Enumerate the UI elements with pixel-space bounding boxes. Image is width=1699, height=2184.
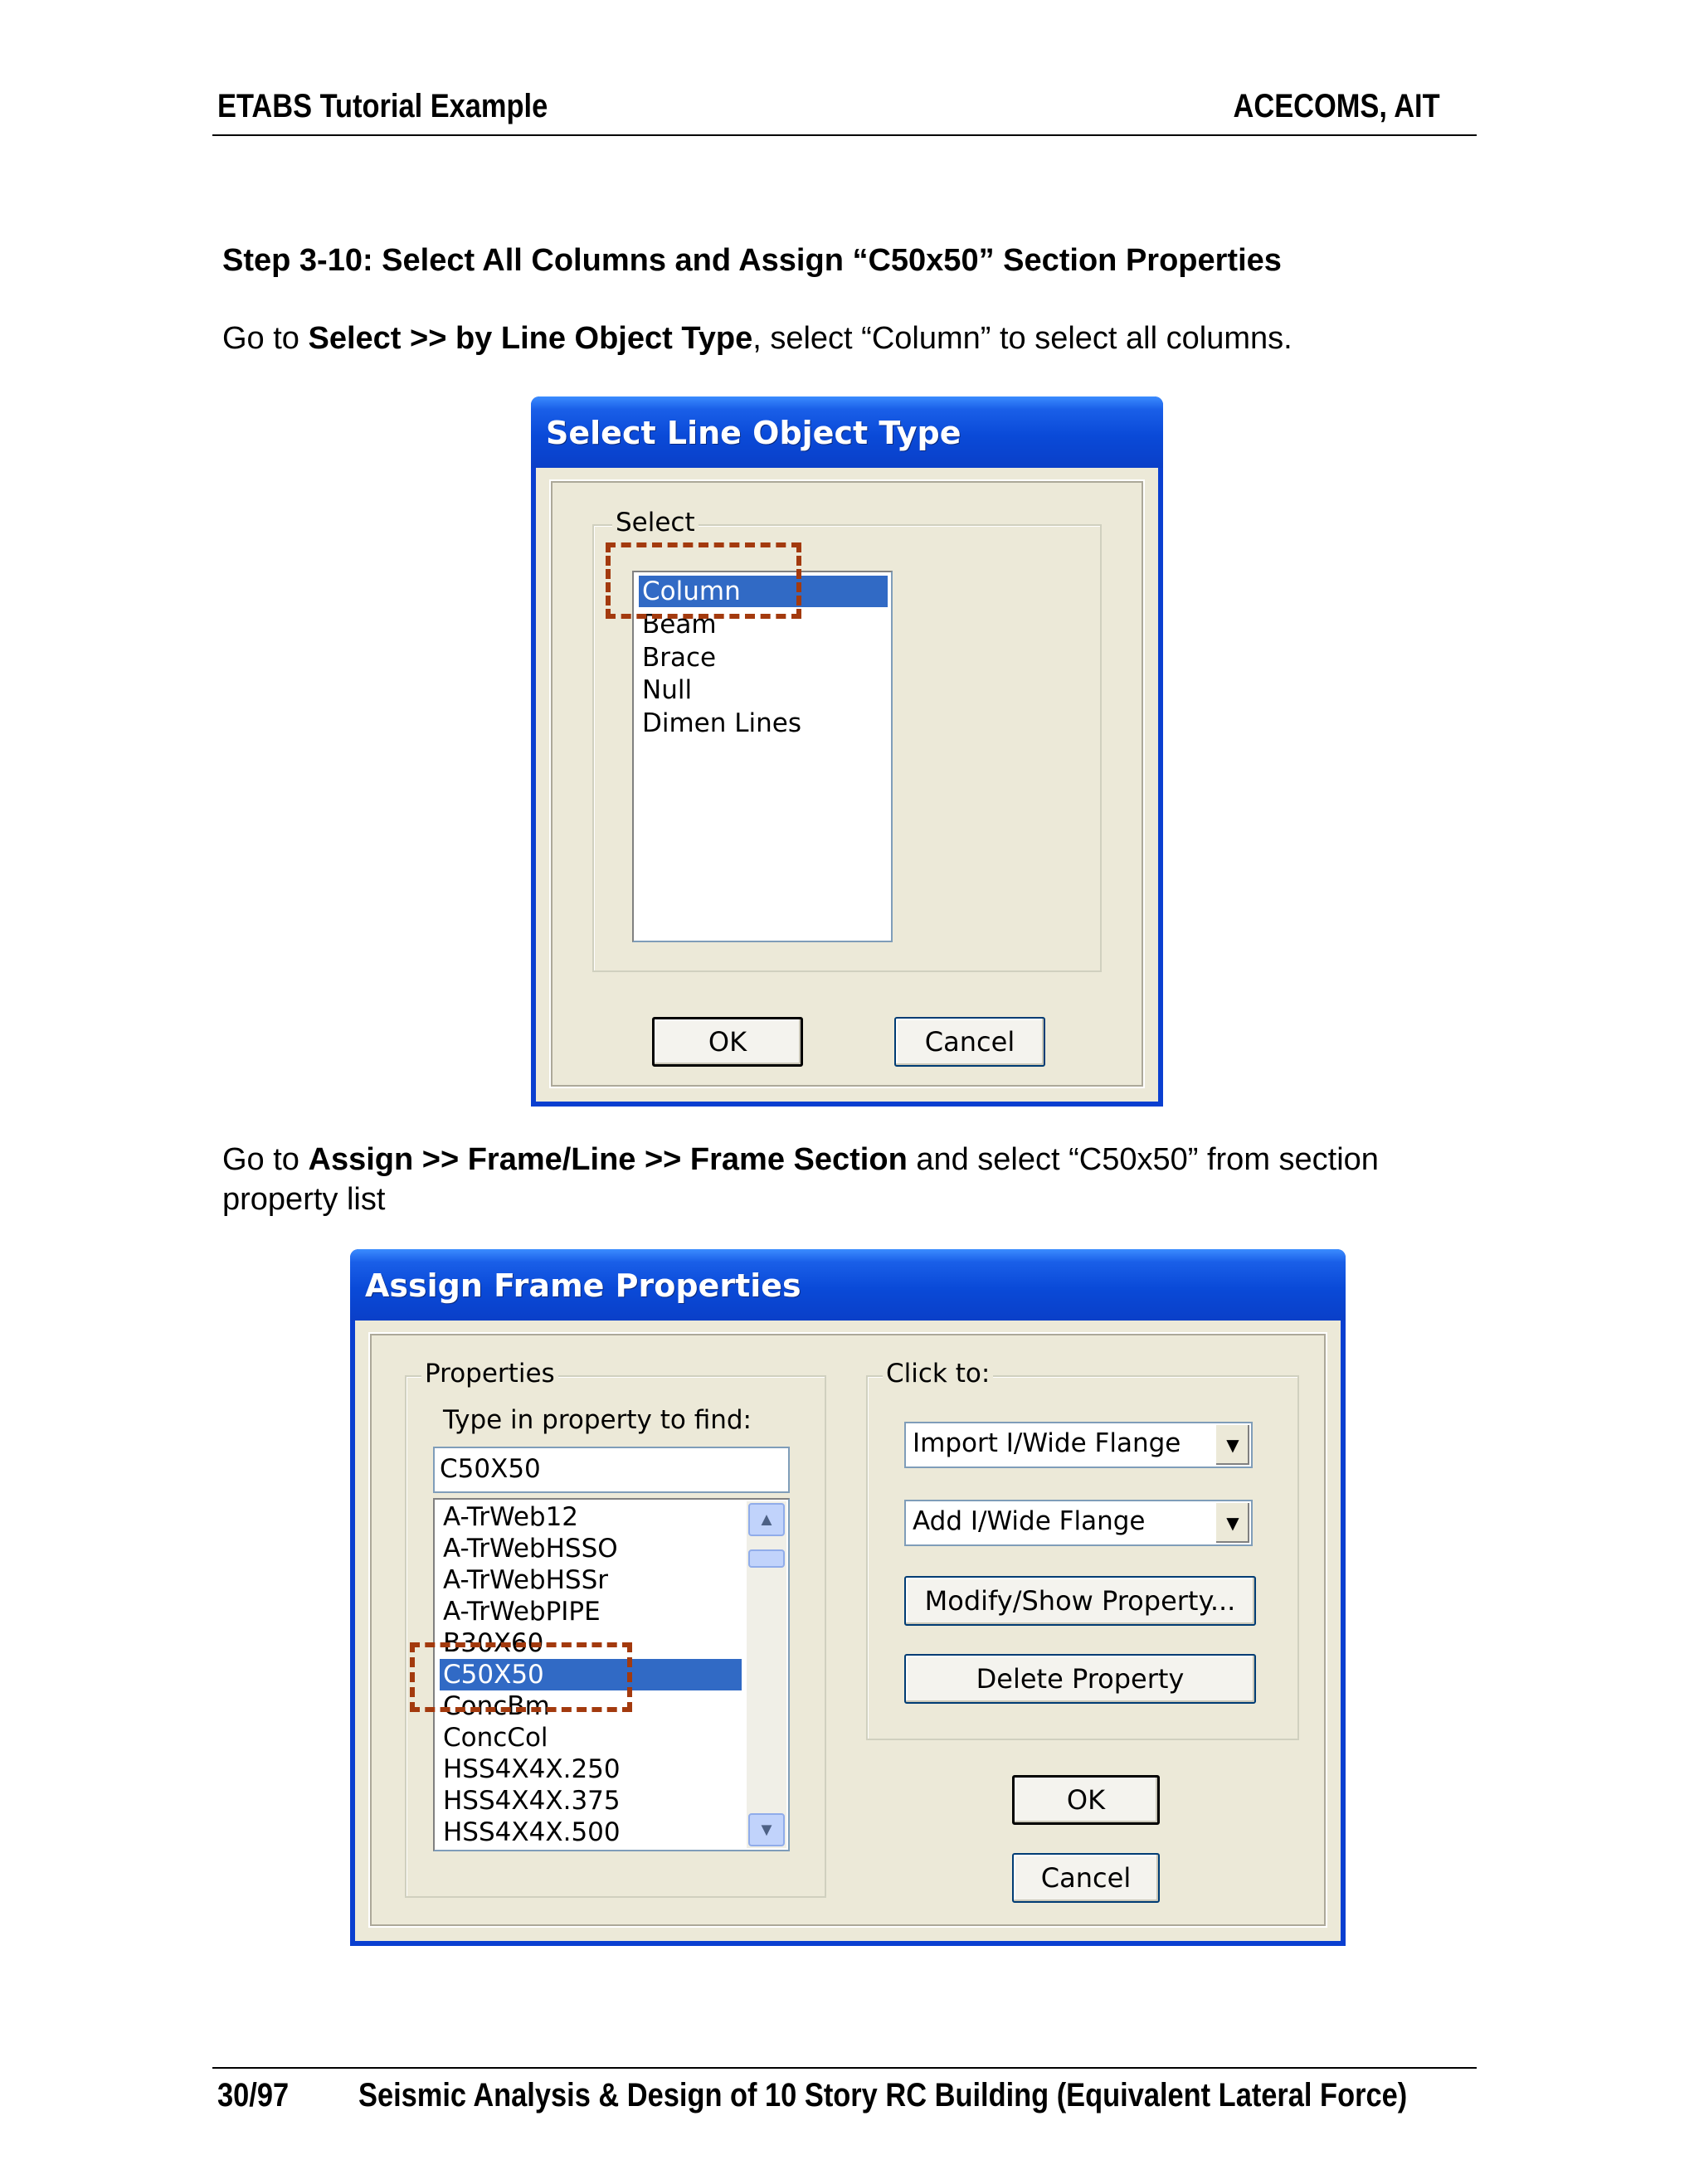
instruction-1 [222,319,1293,358]
properties-group [405,1359,826,1898]
list-item-brace[interactable]: Brace [642,643,717,673]
ok-button[interactable]: OK [1012,1775,1160,1825]
select-line-object-type-dialog [531,396,1163,1107]
instruction-2-prefix: Go to [222,1142,309,1177]
add-section-dropdown[interactable] [904,1500,1253,1546]
list-item[interactable]: ConcCol [443,1723,548,1753]
list-item-null[interactable]: Null [642,675,693,705]
import-section-value: Import I/Wide Flange [913,1428,1181,1458]
highlight-box-column [606,542,801,619]
dialog-2-title: Assign Frame Properties [365,1267,801,1304]
instruction-2-line2: property list [222,1182,386,1217]
list-item-dimen-lines[interactable]: Dimen Lines [642,708,802,738]
step-heading: Step 3-10: Select All Columns and Assign “C50x50” Section Properties [222,243,1282,278]
instruction-1-prefix: Go to [222,321,309,356]
modify-show-property-button[interactable]: Modify/Show Property... [904,1576,1256,1626]
list-item[interactable]: A-TrWebPIPE [443,1597,601,1627]
list-item[interactable]: A-TrWeb12 [443,1502,579,1532]
header-rule [212,134,1477,136]
properties-group-label: Properties [421,1359,558,1389]
list-item[interactable]: HSS4X4X.500 [443,1817,621,1847]
list-item[interactable]: A-TrWebHSSr [443,1565,608,1595]
dialog-1-titlebar [531,396,1163,468]
list-item[interactable]: B30X60 [443,1628,544,1658]
scroll-down-icon[interactable]: ▼ [748,1813,785,1846]
dialog-2-client [355,1321,1341,1941]
list-item[interactable]: A-TrWebHSSO [443,1534,618,1564]
property-list-scrollbar[interactable] [747,1501,786,1848]
scroll-thumb[interactable] [748,1549,785,1568]
cancel-button[interactable]: Cancel [1012,1853,1160,1903]
list-item-beam[interactable]: Beam [642,610,717,640]
delete-property-button[interactable]: Delete Property [904,1654,1256,1704]
footer-page: 30/97 [217,2077,290,2113]
instruction-2-menu-path: Assign >> Frame/Line >> Frame Section [308,1142,908,1177]
list-item-selected[interactable]: C50X50 [440,1659,742,1690]
header-right: ACECOMS, AIT [1233,88,1440,124]
find-label: Type in property to find: [443,1405,752,1435]
assign-frame-properties-dialog [350,1249,1346,1946]
import-section-dropdown[interactable] [904,1422,1253,1468]
list-item[interactable]: HSS4X4X.250 [443,1754,621,1784]
click-to-group-label: Click to: [883,1359,993,1389]
dialog-1-title: Select Line Object Type [546,415,961,451]
footer-title: Seismic Analysis & Design of 10 Story RC Building (Equivalent Lateral Force) [358,2077,1408,2113]
chevron-down-icon[interactable]: ▼ [1215,1425,1249,1465]
list-item[interactable]: HSS4X4X.375 [443,1786,621,1816]
instruction-2-suffix: and select “C50x50” from section [907,1142,1379,1177]
line-object-type-list[interactable] [632,571,893,942]
scroll-up-icon[interactable]: ▲ [748,1503,785,1536]
footer-rule [212,2067,1477,2069]
header-left: ETABS Tutorial Example [217,88,548,124]
click-to-group [866,1359,1299,1740]
instruction-2 [222,1140,1483,1219]
highlight-box-c50x50 [410,1642,632,1712]
add-section-value: Add I/Wide Flange [913,1506,1146,1536]
list-item-column[interactable]: Column [639,576,888,607]
ok-button[interactable]: OK [652,1017,803,1067]
dialog-2-titlebar [350,1249,1346,1321]
instruction-1-menu-path: Select >> by Line Object Type [308,321,753,356]
property-find-input[interactable]: C50X50 [433,1447,790,1493]
cancel-button[interactable]: Cancel [894,1017,1045,1067]
list-item[interactable]: ConcBm [443,1691,550,1721]
chevron-down-icon[interactable]: ▼ [1215,1503,1249,1543]
select-group-label: Select [612,508,699,537]
instruction-1-suffix: , select “Column” to select all columns. [752,321,1293,356]
